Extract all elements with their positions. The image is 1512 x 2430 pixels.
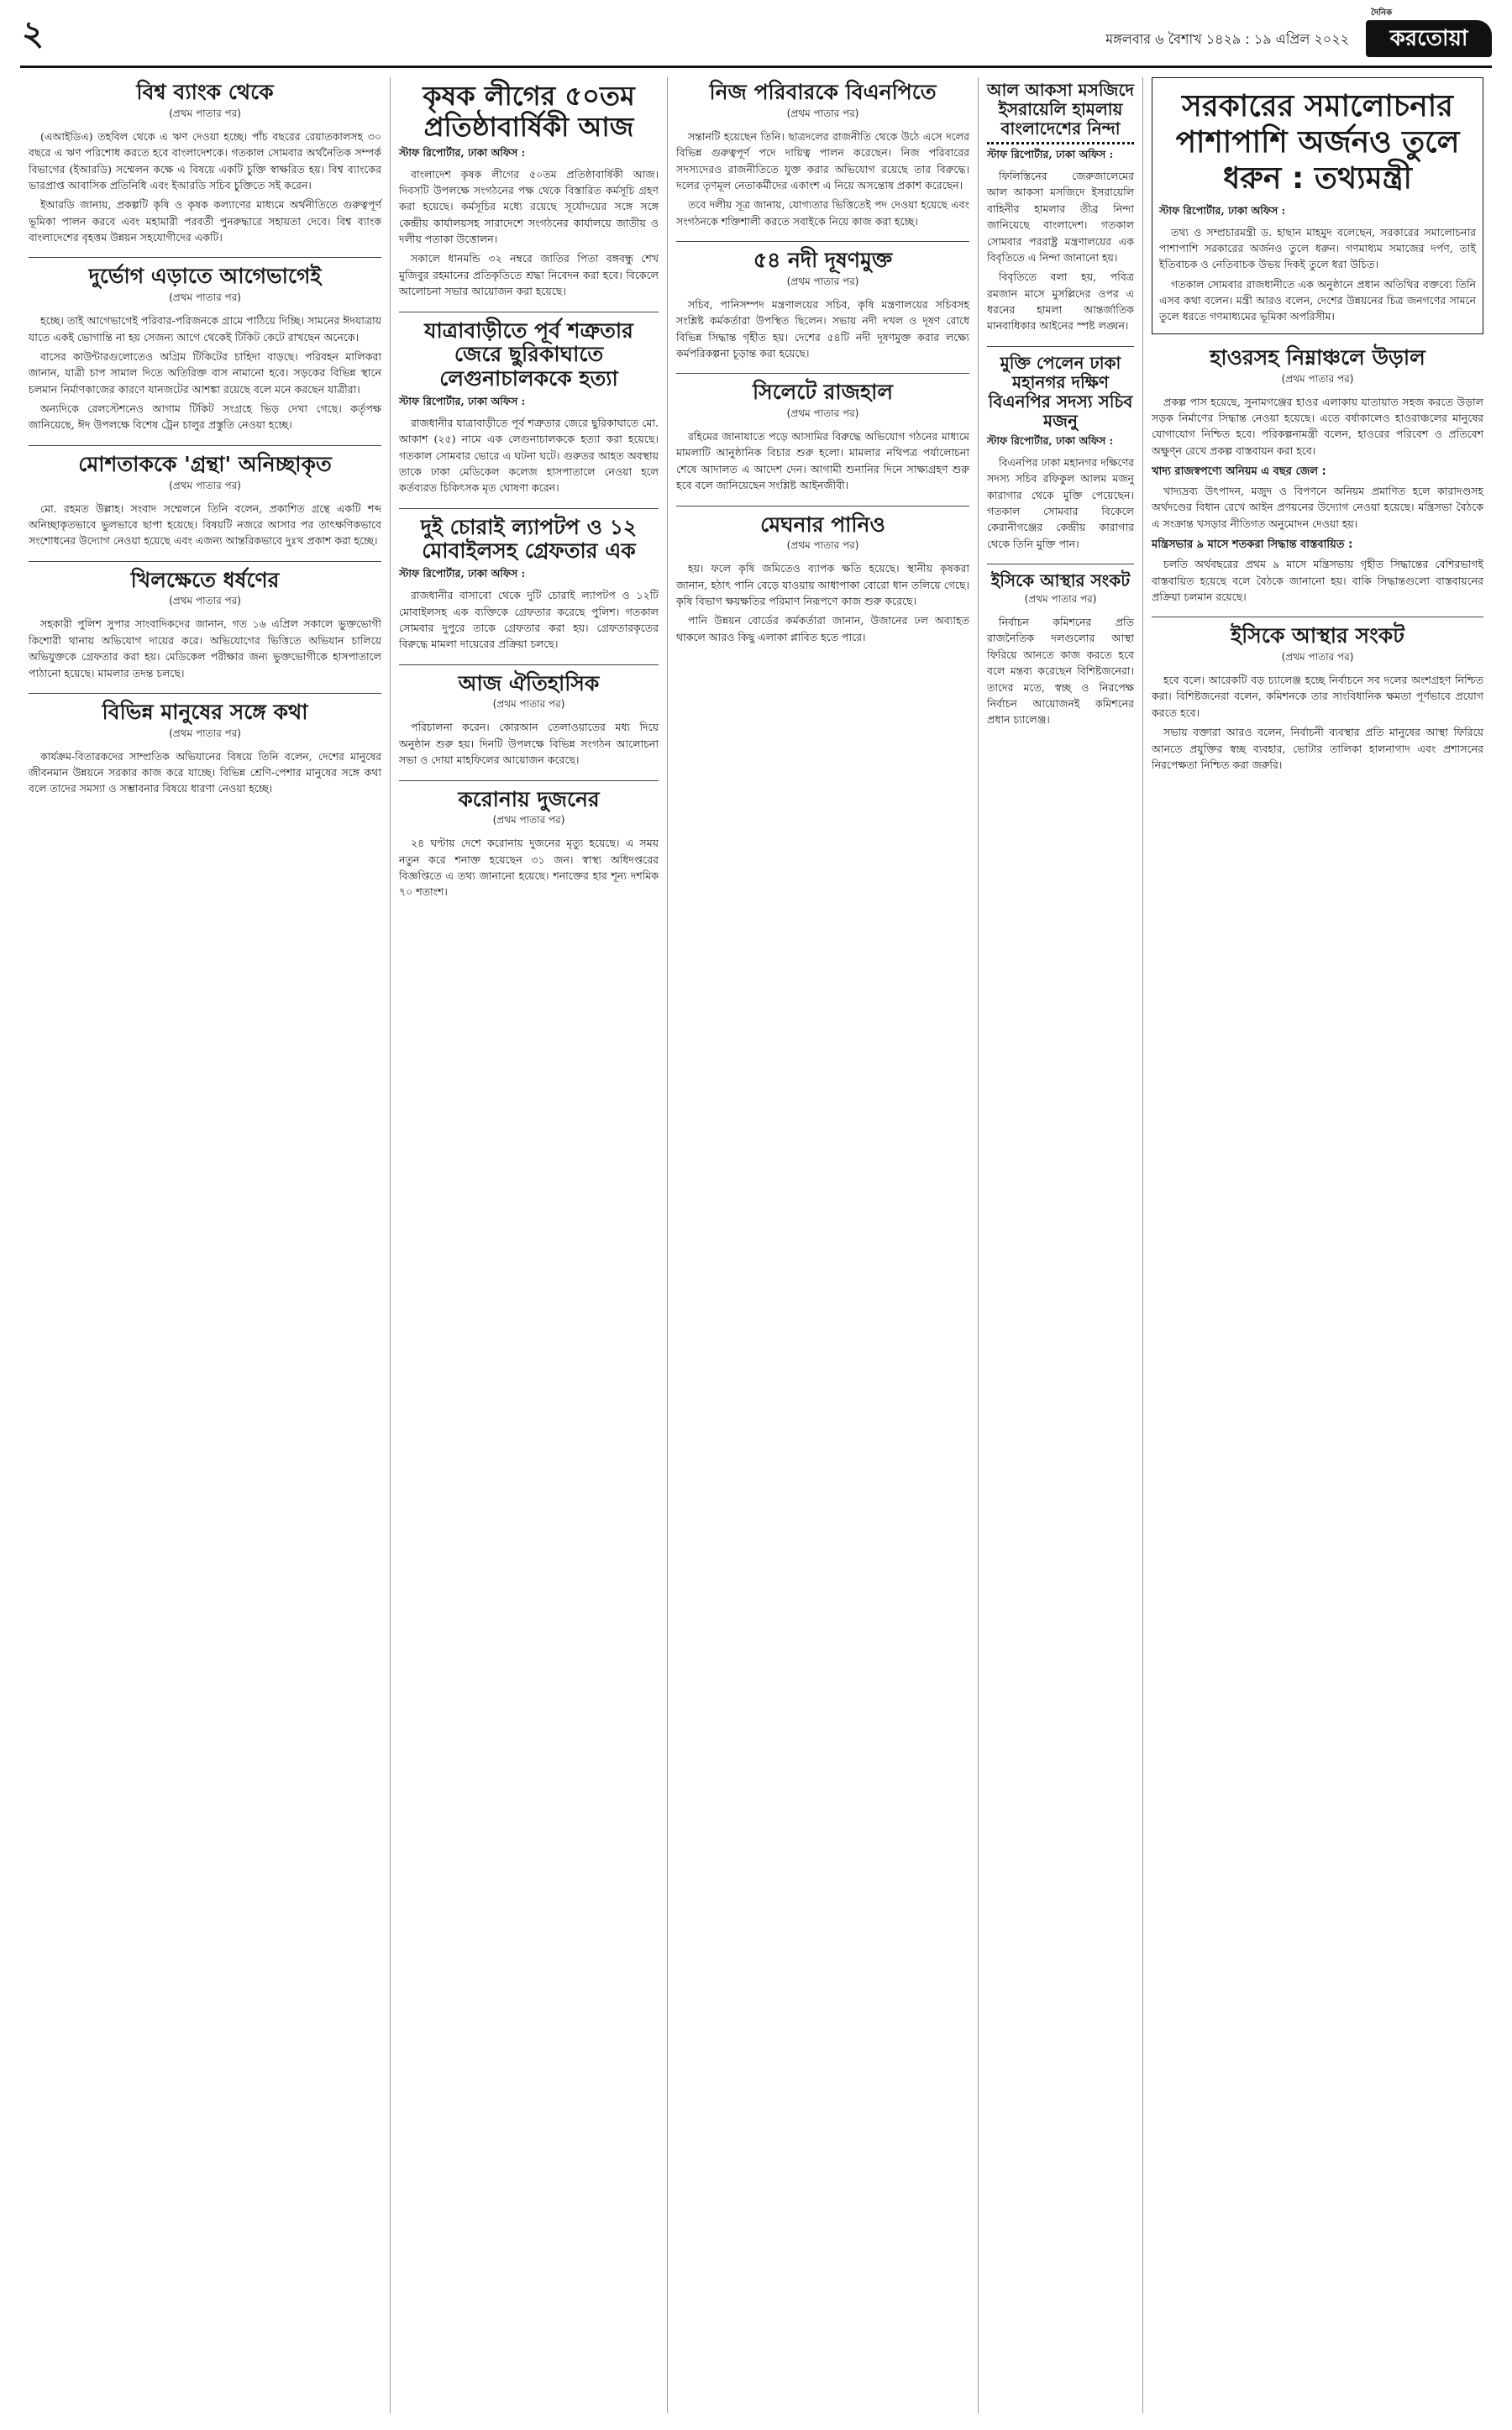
paragraph: (এআইডিএ) তহবিল থেকে এ ঋণ দেওয়া হচ্ছে। পাঁচ বছরের রেয়াতকালসহ ৩০ বছরে এ ঋণ পরিশোধ করতে হবে বাংলাদেশকে। গতকাল সোমবার অর্থনৈতিক সম্পর্ক বিভাগের (ইআরডি) সম্মেলন কক্ষে এ বিষয়ে একটি চুক্তি স্বাক্ষরিত হয়। বিশ্ব ব্যাংকের ভারপ্রাপ্ত আবাসিক প্রতিনিধি এবং ইআরডি সচিব চুক্তিতে সই করেন। [29,129,381,192]
headline: মুক্তি পেলেন ঢাকা মহানগর দক্ষিণ বিএনপির সদস্য সচিব মজনু [988,352,1133,431]
headline: কৃষক লীগের ৫০তম প্রতিষ্ঠাবার্ষিকী আজ [423,80,635,143]
story-ahead-of-suffering [29,265,381,433]
paragraph: রাজধানীর বাসাবো থেকে দুটি চোরাই ল্যাপটপ ও ১২টি মোবাইলসহ এক ব্যক্তিকে গ্রেফতার করেছে পুলিশ। গতকাল সোমবার দুপুরে তাকে গ্রেফতার করা হয়। গ্রেফতারকৃতের বিরুদ্ধে মামলা দায়েরের প্রক্রিয়া চলছে। [399,589,659,651]
byline: স্টাফ রিপোর্টার, ঢাকা অফিস : [1159,203,1286,217]
headline: বিভিন্ন মানুষের সঙ্গে কথা [102,699,308,724]
paragraph: হচ্ছে। তাই আগেভাগেই পরিবার-পরিজনকে গ্রামে পাঠিয়ে দিচ্ছি। সামনের ঈদযাত্রায় যাতে একই ভোগান্তি না হয় সেজন্য আগে থেকেই টিকিট কেটে রাখছেন অনেকে। [29,314,381,344]
paragraph: ফিলিস্তিনের জেরুজালেমের আল আকসা মসজিদে ইসরায়েলি বাহিনীর হামলার তীব্র নিন্দা জানিয়েছে বাংলাদেশ। গতকাল সোমবার পররাষ্ট্র মন্ত্রণালয়ের এক বিবৃতিতে এ নিন্দা জানানো হয়। [987,170,1134,264]
story-khilkhet [29,569,381,681]
paragraph: চলতি অর্থবছরের প্রথম ৯ মাসে মন্ত্রিসভায় গৃহীত সিদ্ধান্তের বেশিরভাগই বাস্তবায়িত হয়েছে বলে বৈঠকে জানানো হয়। বাকি সিদ্ধান্তগুলো বাস্তবায়নের প্রক্রিয়া চলমান রয়েছে। [1152,558,1483,603]
paragraph: বিএনপির ঢাকা মহানগর দক্ষিণের সদস্য সচিব রফিকুল আলম মজনু কারাগার থেকে মুক্তি পেয়েছেন। গতকাল সোমবার বিকেলে কেরানীগঞ্জের কেন্দ্রীয় কারাগার থেকে তিনি মুক্তি পান। [987,455,1134,550]
continued-label: (প্রথম পাতার পর) [169,727,241,739]
divider [29,445,381,446]
byline: স্টাফ রিপোর্টার, ঢাকা অফিস : [987,148,1114,160]
byline: স্টাফ রিপোর্টার, ঢাকা অফিস : [399,145,526,159]
byline: স্টাফ রিপোর্টার, ঢাকা অফিস : [399,394,526,407]
column-4 [978,77,1142,2413]
divider [29,561,381,562]
subheading: খাদ্য রাজস্বপণ্যে অনিয়ম এ বছর জেল : [1152,465,1326,479]
continued-label: (প্রথম পাতার পর) [786,107,859,119]
paragraph: পরিচালনা করেন। কোরআন তেলাওয়াতের মধ্য দিয়ে অনুষ্ঠান শুরু হয়। দিনটি উপলক্ষে বিভিন্ন সংগঠন আলোচনা সভা ও দোয়া মাহফিলের আয়োজন করেছে। [399,721,659,767]
story-jatrabari-murder [399,319,659,496]
headline: যাত্রাবাড়ীতে পূর্ব শত্রুতার জেরে ছুরিকাঘাতে লেগুনাচালককে হত্যা [424,318,633,391]
paragraph: তবে দলীয় সূত্র জানায়, যোগ্যতার ভিত্তিতেই পদ দেওয়া হয়েছে এবং সংগঠনকে শক্তিশালী করতে সবাইকে নিয়ে কাজ করা হচ্ছে। [676,198,969,228]
paragraph: বিবৃতিতে বলা হয়, পবিত্র রমজান মাসে মুসল্লিদের ওপর এ ধরনের হামলা আন্তর্জাতিক মানবাধিকার আইনের স্পষ্ট লঙ্ঘন। [987,270,1134,333]
paragraph: মো. রহমত উল্লাহ। সংবাদ সম্মেলনে তিনি বলেন, প্রকাশিত গ্রন্থে একটি শব্দ অনিচ্ছাকৃতভাবে ভুলভাবে ছাপা হয়েছে। বিষয়টি নজরে আসার পর তাৎক্ষণিকভাবে সংশোধনের উদ্যোগ নেওয়া হয়েছে এবং এজন্য আন্তরিকভাবে দুঃখ প্রকাশ করা হচ্ছে। [29,501,381,548]
story-info-minister [1152,77,1483,334]
subheading: মন্ত্রিসভার ৯ মাসে শতকরা সিদ্ধান্ত বাস্তবায়িত : [1152,538,1353,552]
headline: দুই চোরাই ল্যাপটপ ও ১২ মোবাইলসহ গ্রেফতার এক [420,514,638,564]
headline: সিলেটে রাজহাল [752,380,894,405]
divider [399,780,659,781]
newspaper-logo [1366,5,1492,57]
story-talk-with-people [29,701,381,797]
divider [399,664,659,665]
continued-label: (প্রথম পাতার পর) [492,814,565,827]
headline: বিশ্ব ব্যাংক থেকে [136,80,274,104]
headline: ইসিকে আস্থার সংকট [990,570,1131,590]
paragraph: ইআরডি জানায়, প্রকল্পটি কৃষি ও কৃষক কল্যাণের মাধ্যমে অর্থনীতিতে গুরুত্বপূর্ণ ভূমিকা পালন করবে এবং মহামারী পরবর্তী পুনরুদ্ধারে সহায়তা দেবে। বিশ্ব ব্যাংক বাংলাদেশের বৃহত্তম উন্নয়ন সহযোগীদের একটি। [29,198,381,244]
paragraph: খাদ্যদ্রব্য উৎপাদন, মজুদ ও বিপণনে অনিয়ম প্রমাণিত হলে কারাদণ্ডসহ অর্থদণ্ডের বিধান রেখে আইন প্রণয়নের উদ্যোগ নেওয়া হয়েছে। মন্ত্রিসভা বৈঠকে এ সংক্রান্ত খসড়ার নীতিগত অনুমোদন দেওয়া হয়। [1152,485,1483,530]
headline: খিলক্ষেতে ধর্ষণের [130,567,280,592]
continued-label: (প্রথম পাতার পর) [786,275,859,287]
headline: ইসিকে আস্থার সংকট [1231,623,1404,648]
paragraph: নির্বাচন কমিশনের প্রতি রাজনৈতিক দলগুলোর আস্থা ফিরিয়ে আনতে কাজ করতে হবে বলে মন্তব্য করেছেন বিশিষ্টজনেরা। তাদের মতে, স্বচ্ছ ও নিরপেক্ষ নির্বাচন আয়োজনই কমিশনের প্রধান চ্যালেঞ্জ। [987,616,1134,727]
continued-label: (প্রথম পাতার পর) [169,595,241,607]
continued-label: (প্রথম পাতার পর) [1281,651,1354,664]
headline: আজ ঐতিহাসিক [458,670,600,695]
continued-label: (প্রথম পাতার পর) [1024,593,1097,605]
paragraph: সহকারী পুলিশ সুপার সাংবাদিকদের জানান, গত ১৬ এপ্রিল সকালে ভুক্তভোগী কিশোরী থানায় অভিযোগ দায়ের করে। অভিযোগের ভিত্তিতে অভিযান চালিয়ে অভিযুক্তকে গ্রেফতার করা হয়। মেডিকেল পরীক্ষার জন্য ভুক্তভোগীকে হাসপাতালে পাঠানো হয়েছে। মামলার তদন্ত চলছে। [29,617,381,680]
lead-headline: সরকারের সমালোচনার পাশাপাশি অর্জনও তুলে ধরুন : তথ্যমন্ত্রী [1175,89,1460,197]
column-1 [20,77,390,2413]
paragraph: হয়। ফলে কৃষি জমিতেও ব্যাপক ক্ষতি হয়েছে। স্থানীয় কৃষকরা জানান, হঠাৎ পানি বেড়ে যাওয়ায় আধাপাকা বোরো ধান তলিয়ে গেছে। কৃষি বিভাগ ক্ষয়ক্ষতির পরিমাণ নিরূপণে কাজ শুরু করেছে। [676,562,969,607]
paragraph: রাজধানীর যাত্রাবাড়ীতে পূর্ব শত্রুতার জেরে ছুরিকাঘাতে মো. আকাশ (২৫) নামে এক লেগুনাচালককে হত্যা করা হয়েছে। গতকাল সোমবার ভোরে এ ঘটনা ঘটে। গুরুতর আহত অবস্থায় তাকে ঢাকা মেডিকেল কলেজ হাসপাতালে নেওয়া হলে কর্তব্যরত চিকিৎসক মৃত ঘোষণা করেন। [399,416,659,495]
logo-tagline: দৈনিক [1371,8,1393,18]
paragraph: রহিমের জানাযাতে পড়ে আসামির বিরুদ্ধে অভিযোগ গঠনের মাধ্যমে মামলাটি আনুষ্ঠানিক বিচার শুরু হলো। মামলার নথিপত্র পর্যালোচনা শেষে আদালত এ আদেশ দেন। আগামী শুনানির দিনে সাক্ষ্যগ্রহণ শুরু হবে বলে জানিয়েছেন সংশ্লিষ্ট আইনজীবী। [676,430,969,492]
continued-label: (প্রথম পাতার পর) [786,407,859,419]
paragraph: সকালে ধানমন্ডি ৩২ নম্বরে জাতির পিতা বঙ্গবন্ধু শেখ মুজিবুর রহমানের প্রতিকৃতিতে শ্রদ্ধা নিবেদন করা হবে। বিকেলে আলোচনা সভার আয়োজন করা হয়েছে। [399,252,659,298]
story-al-aqsa [987,81,1134,334]
divider [676,373,969,374]
continued-label: (প্রথম পাতার পর) [1281,372,1354,385]
paragraph: সভায় বক্তারা আরও বলেন, নির্বাচনী ব্যবস্থার প্রতি মানুষের আস্থা ফিরিয়ে আনতে প্রযুক্তির স্বচ্ছ ব্যবহার, ভোটার তালিকা হালনাগাদ এবং প্রশাসনের নিরপেক্ষতা নিশ্চিত করা জরুরি। [1152,726,1483,771]
story-ec-trust-a [987,571,1134,728]
divider [987,346,1134,347]
story-meghna-water [676,513,969,646]
paragraph: পানি উন্নয়ন বোর্ডের কর্মকর্তারা জানান, উজানের ঢল অব্যাহত থাকলে আরও কিছু এলাকা প্লাবিত হতে পারে। [676,614,969,643]
divider [29,257,381,258]
headline: দুর্ভোগ এড়াতে আগেভাগেই [88,264,322,289]
story-family-bnp [676,81,969,229]
paragraph: বাসের কাউন্টারগুলোতেও অগ্রিম টিকিটের চাহিদা বাড়ছে। পরিবহন মালিকরা জানান, যাত্রী চাপ সামাল দিতে অতিরিক্ত বাস নামানো হবে। সড়কের বিভিন্ন স্থানে চলমান নির্মাণকাজের কারণে যানজটের আশঙ্কা রয়েছে বলে মনে করছেন যাত্রীরা। [29,349,381,396]
continued-label: (প্রথম পাতার পর) [492,698,565,711]
story-54-rivers [676,249,969,361]
headline: আল আকসা মসজিদে ইসরায়েলি হামলায় বাংলাদেশের নিন্দা [987,81,1134,144]
story-haor-flyover [1152,346,1483,606]
story-mushtaq-book [29,453,381,549]
divider [399,508,659,509]
paragraph: সন্তানটি হয়েছেন তিনি। ছাত্রদলের রাজনীতি থেকে উঠে এসে দলের বিভিন্ন গুরুত্বপূর্ণ পদে দায়িত্ব পালন করেছেন। নিজ পরিবারের সদস্যদেরও রাজনীতিতে যুক্ত করার অভিযোগ রয়েছে তার বিরুদ্ধে। দলের তৃণমূল নেতাকর্মীদের একাংশ এ নিয়ে অসন্তোষ প্রকাশ করেছেন। [676,129,969,192]
headline: মেঘনার পানিও [760,512,885,537]
story-historic-today [399,672,659,769]
paragraph: কার্যক্রম-বিতারকদের সাম্প্রতিক অভিযানের বিষয়ে তিনি বলেন, দেশের মানুষের জীবনমান উন্নয়নে সরকার কাজ করে যাচ্ছে। বিভিন্ন শ্রেণি-পেশার মানুষের সঙ্গে কথা বলে তাদের সমস্যা ও সম্ভাবনার বিষয়ে ধারণা নেওয়া হচ্ছে। [29,749,381,795]
page-header [20,0,1492,68]
continued-label: (প্রথম পাতার পর) [169,479,241,491]
headline: করোনায় দুজনের [458,786,600,811]
paragraph: সচিব, পানিসম্পদ মন্ত্রণালয়ের সচিব, কৃষি মন্ত্রণালয়ের সচিবসহ সংশ্লিষ্ট কর্মকর্তারা উপস্থিত ছিলেন। সভায় নদী দখল ও দূষণ রোধে বিভিন্ন সিদ্ধান্ত গৃহীত হয়। দেশের ৫৪টি নদী দূষণমুক্ত করার লক্ষ্যে কর্মপরিকল্পনা চূড়ান্ত করা হয়েছে। [676,297,969,360]
story-stolen-laptops [399,516,659,653]
story-world-bank [29,81,381,245]
paragraph: ২৪ ঘণ্টায় দেশে করোনায় দুজনের মৃত্যু হয়েছে। এ সময় নতুন করে শনাক্ত হয়েছেন ৩১ জন। স্বাস্থ্য অধিদপ্তরের বিজ্ঞপ্তিতে এ তথ্য জানানো হয়েছে। শনাক্তের হার শূন্য দশমিক ৭০ শতাংশ। [399,837,659,899]
paragraph: বাংলাদেশ কৃষক লীগের ৫০তম প্রতিষ্ঠাবার্ষিকী আজ। দিবসটি উপলক্ষে সংগঠনের পক্ষ থেকে বিস্তারিত কর্মসূচি গ্রহণ করা হয়েছে। কর্মসূচির মধ্যে রয়েছে সূর্যোদয়ের সঙ্গে সঙ্গে কেন্দ্রীয় কার্যালয়সহ সারাদেশে সংগঠনের কার্যালয়ে জাতীয় ও দলীয় পতাকা উত্তোলন। [399,167,659,246]
story-ec-trust-b [1152,624,1483,773]
story-sylhet [676,381,969,493]
story-mojnu-released [987,354,1134,552]
continued-label: (প্রথম পাতার পর) [786,539,859,552]
story-krishak-league [399,81,659,300]
divider [676,241,969,242]
headline: হাওরসহ নিম্নাঞ্চলে উড়াল [1210,344,1425,370]
paragraph: অন্যদিকে রেলস্টেশনেও আগাম টিকিট সংগ্রহে ভিড় দেখা গেছে। কর্তৃপক্ষ জানিয়েছে, ঈদ উপলক্ষে বিশেষ ট্রেন চালুর প্রস্তুতি নেওয়া হচ্ছে। [29,402,381,432]
byline: স্টাফ রিপোর্টার, ঢাকা অফিস : [399,567,526,580]
issue-date: মঙ্গলবার ৬ বৈশাখ ১৪২৯ : ১৯ এপ্রিল ২০২২ [1105,31,1349,47]
byline: স্টাফ রিপোর্টার, ঢাকা অফিস : [987,433,1114,447]
column-2 [390,77,667,2413]
paragraph: গতকাল সোমবার রাজধানীতে এক অনুষ্ঠানে প্রধান অতিথির বক্তব্যে তিনি এসব কথা বলেন। মন্ত্রী আরও বলেন, দেশের উন্নয়নের চিত্র জনগণের সামনে তুলে ধরতে গণমাধ্যমের ভূমিকা অপরিসীম। [1159,277,1476,323]
paragraph: তথ্য ও সম্প্রচারমন্ত্রী ড. হাছান মাহমুদ বলেছেন, সরকারের সমালোচনার পাশাপাশি সরকারের অর্জনও তুলে ধরুন। গণমাধ্যম সমাজের দর্পণ, তাই ইতিবাচক ও নেতিবাচক উভয় দিকই তুলে ধরা উচিত। [1159,225,1476,271]
continued-label: (প্রথম পাতার পর) [169,107,241,119]
continued-label: (প্রথম পাতার পর) [169,291,241,304]
headline: মোশতাককে 'গ্রন্থা' অনিচ্ছাকৃত [78,451,332,476]
logo-wordmark: করতোয়া [1366,20,1492,57]
page-number: ২ [22,14,45,53]
divider [29,693,381,694]
headline: নিজ পরিবারকে বিএনপিতে [709,80,937,104]
column-3 [667,77,978,2413]
paragraph: হবে বলে। আরেকটি বড় চ্যালেঞ্জ হচ্ছে নির্বাচনে সব দলের অংশগ্রহণ নিশ্চিত করা। বিশিষ্টজনেরা বলেন, কমিশনকে তার সাংবিধানিক ক্ষমতা পূর্ণভাবে প্রয়োগ করতে হবে। [1152,674,1483,719]
paragraph: প্রকল্প পাস হয়েছে, সুনামগঞ্জের হাওর এলাকায় যাতায়াত সহজ করতে উড়াল সড়ক নির্মাণের সিদ্ধান্ত নেওয়া হয়েছে। এতে বর্ষাকালেও হাওরাঞ্চলের মানুষের যোগাযোগ নিশ্চিত হবে। পরিকল্পনামন্ত্রী বলেন, হাওরের পরিবেশ ও প্রতিবেশ অক্ষুণ্ন রেখে প্রকল্প বাস্তবায়ন করা হবে। [1152,395,1483,457]
headline: ৫৪ নদী দূষণমুক্ত [753,248,893,272]
story-covid-deaths [399,788,659,900]
column-5 [1142,77,1492,2413]
